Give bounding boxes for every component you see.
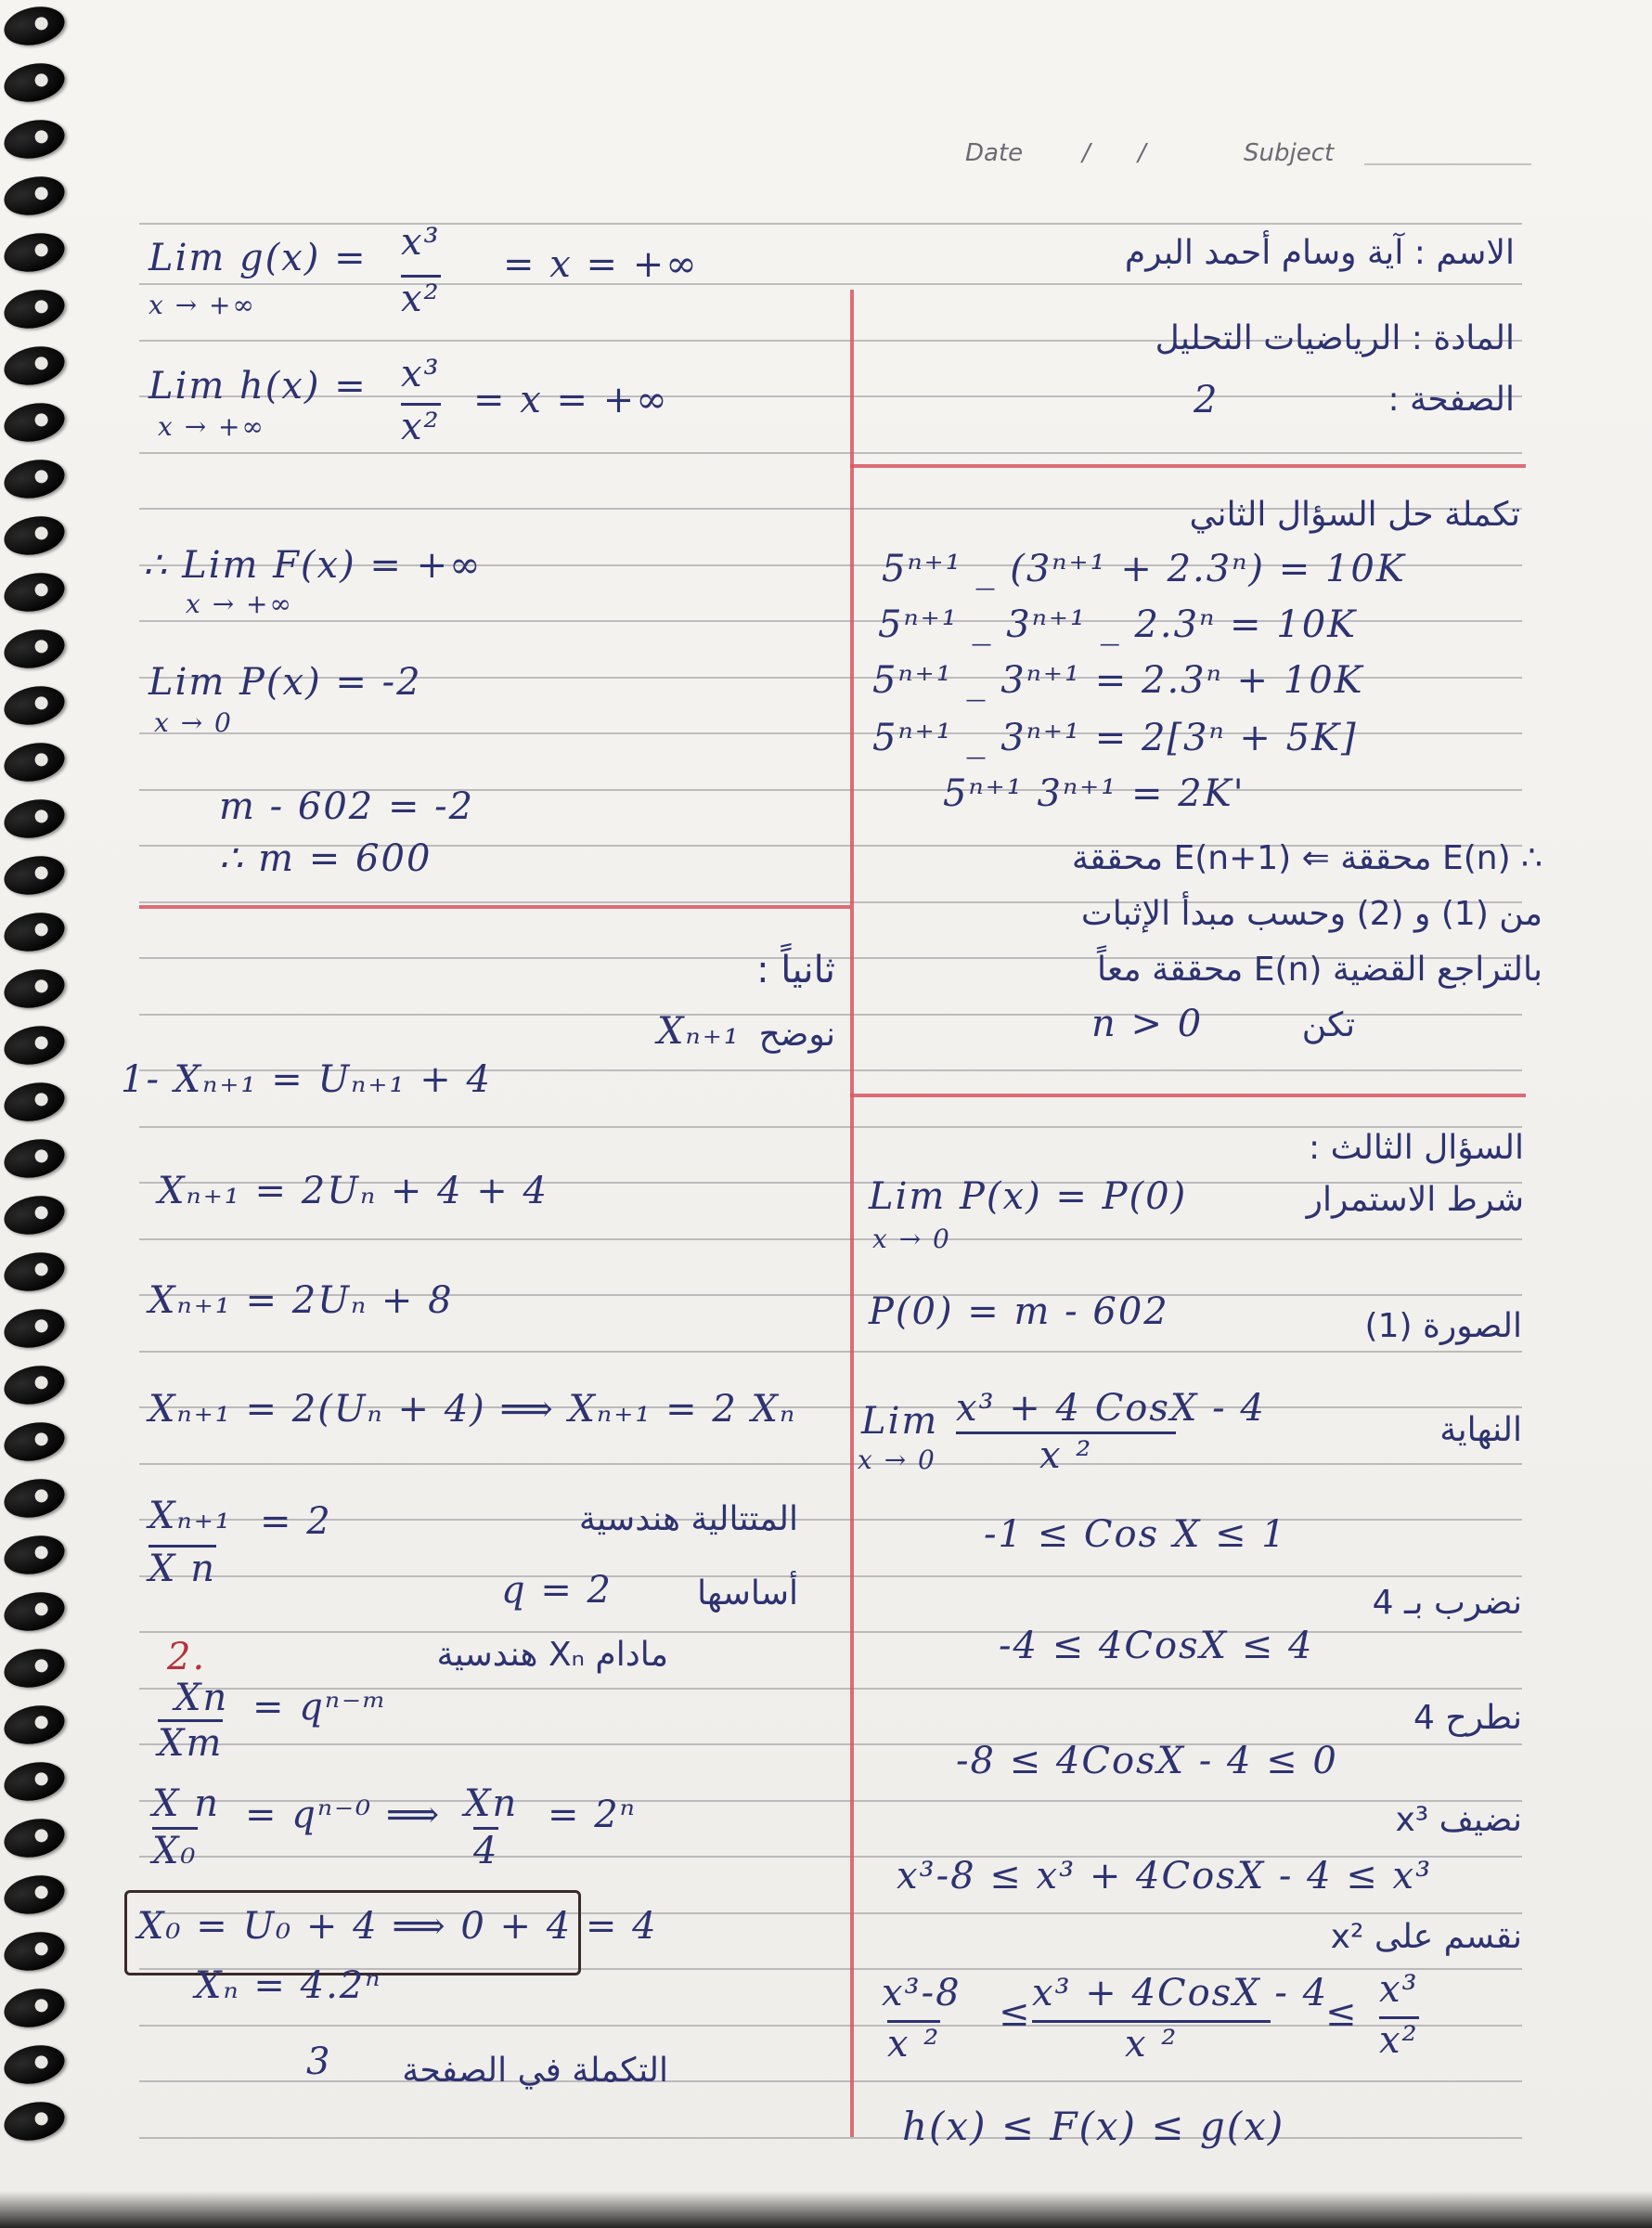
f2-num2: Xn [464, 1782, 519, 1825]
step-1: 1- Xₙ₊₁ = Uₙ₊₁ + 4 [121, 1058, 492, 1101]
spiral-ring [1, 681, 69, 731]
le-1: ≤ [999, 1992, 1032, 2035]
induction-eq-3: 5ⁿ⁺¹ _ 3ⁿ⁺¹ = 2.3ⁿ + 10K [872, 659, 1364, 702]
spiral-ring [1, 2, 69, 51]
spiral-ring [1, 738, 69, 787]
f2-den: X₀ [152, 1827, 198, 1872]
red-margin-divider [850, 290, 854, 2137]
h-den: x² [401, 403, 441, 448]
final-inequality: h(x) ≤ F(x) ≤ g(x) [902, 2104, 1285, 2149]
h-limit: Lim h(x) = [148, 365, 368, 408]
part-3-number: 3 [306, 2040, 332, 2083]
spiral-ring [1, 2040, 69, 2090]
ruled-line [139, 1631, 1522, 1633]
student-name: الاسم : آية وسام أحمد البرم [1124, 234, 1515, 272]
induction-eq-2: 5ⁿ⁺¹ _ 3ⁿ⁺¹ _ 2.3ⁿ = 10K [878, 603, 1358, 646]
spiral-ring [1, 228, 69, 278]
subject-label: Subject [1244, 139, 1335, 167]
conclusion-4-math: n > 0 [1091, 1003, 1204, 1045]
second-title: ثانياً : [756, 949, 835, 991]
ruled-line [139, 1351, 1522, 1353]
step-2: Xₙ₊₁ = 2Uₙ + 4 + 4 [158, 1170, 549, 1212]
page-edge-shadow [0, 2191, 1652, 2228]
ruled-line [139, 2080, 1522, 2082]
spiral-ring [1, 172, 69, 221]
frac-right-num: x³ [1379, 1968, 1419, 2011]
ruled-line [139, 1238, 1522, 1240]
h-rest: = x = +∞ [473, 379, 669, 421]
spiral-ring [1, 1418, 69, 1467]
step-3: Xₙ₊₁ = 2Uₙ + 8 [148, 1279, 454, 1322]
spiral-ring [1, 115, 69, 164]
continuation-title: تكملة حل السؤال الثاني [1189, 496, 1520, 534]
induction-eq-1: 5ⁿ⁺¹ _ (3ⁿ⁺¹ + 2.3ⁿ) = 10K [882, 548, 1406, 590]
ruled-line [139, 223, 1522, 225]
ineq-4: x³-8 ≤ x³ + 4CosX - 4 ≤ x³ [897, 1855, 1433, 1898]
nawdih-label: نوضح [758, 1016, 835, 1054]
add-label: نضيف x³ [1395, 1801, 1522, 1839]
spiral-ring [1, 1644, 69, 1693]
step-4: Xₙ₊₁ = 2(Uₙ + 4) ⟹ Xₙ₊₁ = 2 Xₙ [148, 1388, 797, 1431]
ratio-rest: = 2 [260, 1500, 332, 1543]
conclusion-2: من (1) و (2) وحسب مبدأ الإثبات [1080, 895, 1542, 933]
frac-mid-den: x ² [1032, 2020, 1271, 2066]
date-slash: / [1082, 139, 1091, 167]
spiral-ring [1, 285, 69, 334]
spiral-ring [1, 1361, 69, 1410]
limit-lim: Lim [861, 1400, 939, 1443]
image-label: الصورة (1) [1364, 1307, 1522, 1345]
induction-eq-5: 5ⁿ⁺¹ 3ⁿ⁺¹ = 2K' [943, 772, 1245, 815]
frac-mid-num: x³ + 4CosX - 4 [1032, 1972, 1329, 2014]
spiral-ring [1, 908, 69, 957]
h-limit-sub: x → +∞ [158, 411, 265, 442]
spiral-ring [1, 1248, 69, 1297]
part-2-number: 2. [167, 1636, 207, 1678]
ruled-line [139, 1519, 1522, 1521]
x0-equation: X₀ = U₀ + 4 ⟹ 0 + 4 = 4 [137, 1905, 658, 1948]
spiral-ring [1, 1531, 69, 1580]
ruled-line [139, 452, 1522, 454]
p-inf-sub: x → +∞ [186, 589, 293, 619]
geo-label: المتتالية هندسية [578, 1500, 798, 1538]
spiral-ring [1, 568, 69, 617]
spiral-ring [1, 512, 69, 561]
divide-label: نقسم على x² [1330, 1918, 1522, 1956]
red-section-line [850, 464, 1526, 468]
g-limit-sub: x → +∞ [148, 290, 256, 320]
frac-right-den: x² [1379, 2016, 1419, 2062]
spiral-ring [1, 1474, 69, 1523]
image-eq: P(0) = m - 602 [869, 1290, 1169, 1333]
m-result: ∴ m = 600 [219, 837, 432, 880]
limit-den: x ² [956, 1431, 1176, 1477]
f1-num: Xn [174, 1677, 229, 1719]
limit-num: x³ + 4 CosX - 4 [956, 1387, 1266, 1430]
subject-name: المادة : الرياضيات التحليل [1155, 319, 1515, 357]
m-equation: m - 602 = -2 [219, 785, 475, 828]
p0-limit: Lim P(x) = -2 [148, 661, 422, 704]
spiral-ring [1, 1701, 69, 1750]
f2-num: X n [152, 1782, 220, 1825]
continued-note: التكملة في الصفحة [402, 2052, 668, 2090]
spiral-ring [1, 455, 69, 504]
ineq-2: -4 ≤ 4CosX ≤ 4 [999, 1625, 1314, 1667]
f1-den: Xm [158, 1719, 223, 1765]
spiral-ring [1, 1587, 69, 1637]
ratio-den: X n [148, 1545, 216, 1590]
spiral-ring [1, 1021, 69, 1070]
ruled-line [139, 1126, 1522, 1128]
conclusion-1: ∴ E(n) محققة ⇐ E(n+1) محققة [1071, 839, 1542, 877]
ruled-line [139, 1575, 1522, 1577]
conclusion-3: بالتراجع القضية E(n) محققة معاً [1097, 951, 1542, 989]
ineq-1: -1 ≤ Cos X ≤ 1 [984, 1513, 1287, 1556]
le-2: ≤ [1325, 1992, 1359, 2035]
f2-den2: 4 [473, 1827, 498, 1872]
ruled-line [139, 283, 1522, 285]
induction-eq-4: 5ⁿ⁺¹ _ 3ⁿ⁺¹ = 2[3ⁿ + 5K] [872, 717, 1358, 759]
subtract-label: نطرح 4 [1413, 1699, 1522, 1737]
spiral-ring [1, 342, 69, 391]
spiral-ring [1, 795, 69, 844]
continuity-eq: Lim P(x) = P(0) [869, 1175, 1188, 1218]
frac-left-num: x³-8 [882, 1972, 962, 2014]
spiral-ring [1, 58, 69, 108]
continuity-sub: x → 0 [872, 1224, 951, 1254]
g-num: x³ [401, 221, 441, 264]
spiral-ring [1, 1304, 69, 1354]
spiral-ring [1, 1134, 69, 1184]
spiral-ring [1, 965, 69, 1014]
f2-mid: = qⁿ⁻⁰ ⟹ [245, 1794, 442, 1836]
spiral-ring [1, 1927, 69, 1976]
ineq-3: -8 ≤ 4CosX - 4 ≤ 0 [956, 1740, 1338, 1782]
p0-sub: x → 0 [154, 707, 233, 738]
page-header [965, 139, 1531, 176]
spiral-ring [1, 1984, 69, 2033]
spiral-ring [1, 1078, 69, 1127]
ruled-line [139, 2137, 1522, 2139]
ruled-line [139, 1463, 1522, 1465]
red-section-line [139, 905, 850, 909]
red-section-line [850, 1094, 1526, 1097]
g-limit: Lim g(x) = [148, 237, 368, 279]
p-inf-limit: ∴ Lim F(x) = +∞ [143, 544, 483, 587]
spiral-ring [1, 1757, 69, 1807]
base-value: q = 2 [501, 1569, 613, 1612]
spiral-ring [1, 2097, 69, 2146]
limit-label: النهاية [1439, 1411, 1522, 1449]
q3-title: السؤال الثالث : [1309, 1129, 1524, 1167]
part-2-label: مادام Xₙ هندسية [436, 1636, 668, 1674]
page-label: الصفحة : [1387, 381, 1515, 419]
g-rest: = x = +∞ [503, 243, 699, 286]
date-label: Date [965, 139, 1024, 167]
spiral-ring [1, 851, 69, 900]
base-label: أساسها [697, 1574, 798, 1613]
spiral-ring [1, 1871, 69, 1920]
frac-left-den: x ² [887, 2020, 940, 2066]
g-den: x² [401, 275, 441, 320]
multiply-label: نضرب بـ 4 [1372, 1584, 1522, 1622]
f1-rest: = qⁿ⁻ᵐ [252, 1686, 388, 1729]
ratio-num: Xₙ₊₁ [148, 1495, 232, 1537]
xn-equation: Xₙ = 4.2ⁿ [195, 1964, 382, 2007]
conclusion-4-ar: تكن [1301, 1006, 1355, 1044]
h-num: x³ [401, 353, 441, 395]
spiral-binding [0, 0, 84, 2228]
f2-rest: = 2ⁿ [548, 1794, 637, 1836]
date-slash: / [1138, 139, 1146, 167]
spiral-ring [1, 1191, 69, 1240]
continuity-condition: شرط الاستمرار [1306, 1181, 1524, 1219]
x-n-plus-1: Xₙ₊₁ [657, 1010, 741, 1053]
page-number: 2 [1194, 379, 1220, 421]
spiral-ring [1, 398, 69, 447]
subject-line [1364, 163, 1531, 165]
spiral-ring [1, 1814, 69, 1863]
limit-sub: x → 0 [858, 1444, 936, 1475]
ruled-line [139, 2025, 1522, 2027]
spiral-ring [1, 625, 69, 674]
